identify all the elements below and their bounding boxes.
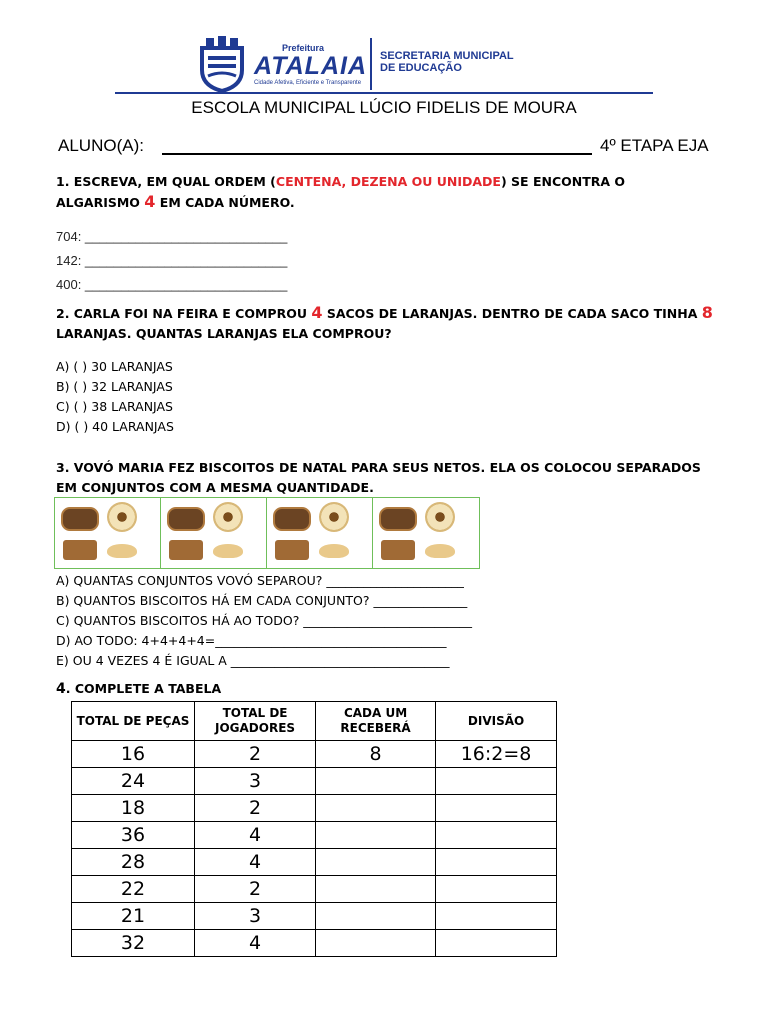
q1-item-400[interactable]: 400: ____________________________ (56, 277, 288, 292)
croissant-biscuit-icon (319, 544, 349, 558)
student-name-line[interactable] (162, 153, 592, 155)
cell-jogadores: 4 (195, 930, 316, 957)
q2-options (56, 357, 174, 437)
cell-pecas: 21 (72, 903, 195, 930)
chocolate-biscuit-icon (379, 507, 417, 531)
q3-questions (56, 571, 472, 671)
cell-pecas: 16 (72, 741, 195, 768)
q2-prefix: 2. CARLA FOI NA FEIRA E COMPROU (56, 306, 312, 321)
question-3 (56, 458, 726, 498)
header-rule (115, 92, 653, 94)
cell-jogadores: 4 (195, 822, 316, 849)
header-divisao: DIVISÃO (436, 702, 557, 741)
school-title: ESCOLA MUNICIPAL LÚCIO FIDELIS DE MOURA (191, 98, 577, 117)
biscuit-set (267, 498, 373, 568)
chocolate-biscuit-icon (61, 507, 99, 531)
atalaia-logo (196, 36, 556, 96)
cell-cada-um[interactable] (316, 876, 436, 903)
flower-biscuit-icon (425, 502, 455, 532)
q4-number: 4 (56, 681, 66, 697)
q1-item-704[interactable]: 704: ____________________________ (56, 229, 288, 244)
cell-pecas: 32 (72, 930, 195, 957)
question-1 (56, 172, 716, 213)
cell-cada-um[interactable]: 8 (316, 741, 436, 768)
q1-suffix: ) SE ENCONTRA O (500, 174, 626, 189)
q3-question-a[interactable]: A) QUANTAS CONJUNTOS VOVÓ SEPAROU? ______________________ (56, 573, 464, 588)
question-2-line2: LARANJAS. QUANTAS LARANJAS ELA COMPROU? (56, 326, 392, 341)
brand-name: ATALAIA (254, 52, 367, 80)
cell-pecas: 36 (72, 822, 195, 849)
brand-tagline: Cidade Afetiva, Eficiente e Transparente (254, 80, 362, 86)
croissant-biscuit-icon (107, 544, 137, 558)
q3-question-c[interactable]: C) QUANTOS BISCOITOS HÁ AO TODO? ___________________________ (56, 613, 473, 628)
cell-divisao[interactable] (436, 768, 557, 795)
cell-cada-um[interactable] (316, 795, 436, 822)
brand-small: Prefeitura (282, 43, 325, 53)
table-row (72, 822, 557, 849)
biscuit-sets-image (54, 497, 480, 569)
cell-cada-um[interactable] (316, 930, 436, 957)
cell-jogadores: 3 (195, 768, 316, 795)
cell-divisao[interactable] (436, 930, 557, 957)
q1-item-142[interactable]: 142: ____________________________ (56, 253, 288, 268)
table-row (72, 930, 557, 957)
biscuit-set (373, 498, 478, 568)
cell-divisao[interactable] (436, 849, 557, 876)
question-1-line2 (56, 192, 716, 213)
cell-jogadores: 2 (195, 795, 316, 822)
secretaria-line2: DE EDUCAÇÃO (380, 62, 462, 74)
city-crest-icon (196, 36, 248, 92)
header-cada-um: CADA UM RECEBERÁ (316, 702, 436, 741)
cell-cada-um[interactable] (316, 903, 436, 930)
secretaria-line1: SECRETARIA MUNICIPAL (380, 50, 514, 62)
q3-question-d[interactable]: D) AO TODO: 4+4+4+4=_____________________________________ (56, 633, 447, 648)
table-row (72, 876, 557, 903)
q1-highlight: CENTENA, DEZENA OU UNIDADE (275, 174, 501, 189)
logo-divider (370, 38, 372, 90)
cell-divisao[interactable] (436, 876, 557, 903)
header-total-jogadores: TOTAL DE JOGADORES (195, 702, 316, 741)
q3-question-b[interactable]: B) QUANTOS BISCOITOS HÁ EM CADA CONJUNTO? _______________ (56, 593, 468, 608)
header-total-pecas: TOTAL DE PEÇAS (72, 702, 195, 741)
division-table (71, 701, 557, 957)
question-1-line1 (56, 172, 716, 192)
q1-line2-prefix: ALGARISMO (56, 195, 145, 210)
q2-n2: 8 (701, 303, 713, 322)
flower-biscuit-icon (107, 502, 137, 532)
q1-prefix: 1. ESCREVA, EM QUAL ORDEM ( (56, 174, 276, 189)
cell-jogadores: 2 (195, 876, 316, 903)
cell-jogadores: 4 (195, 849, 316, 876)
q1-line2-suffix: EM CADA NÚMERO. (155, 195, 295, 210)
cell-pecas: 18 (72, 795, 195, 822)
table-header-row (72, 702, 557, 741)
biscuit-set (161, 498, 267, 568)
question-3-line2: EM CONJUNTOS COM A MESMA QUANTIDADE. (56, 480, 374, 495)
table-row (72, 795, 557, 822)
cell-jogadores: 3 (195, 903, 316, 930)
table-row (72, 741, 557, 768)
table-row (72, 849, 557, 876)
etapa-label: 4º ETAPA EJA (600, 136, 709, 155)
q1-number: 4 (144, 192, 156, 211)
cell-pecas: 24 (72, 768, 195, 795)
cell-pecas: 22 (72, 876, 195, 903)
cell-cada-um[interactable] (316, 822, 436, 849)
croissant-biscuit-icon (213, 544, 243, 558)
q2-option-d[interactable]: D) ( ) 40 LARANJAS (56, 419, 174, 434)
cell-divisao[interactable]: 16:2=8 (436, 741, 557, 768)
cracker-biscuit-icon (63, 540, 97, 560)
biscuit-set (55, 498, 161, 568)
table-row (72, 903, 557, 930)
cell-divisao[interactable] (436, 795, 557, 822)
flower-biscuit-icon (213, 502, 243, 532)
cracker-biscuit-icon (381, 540, 415, 560)
cell-divisao[interactable] (436, 903, 557, 930)
q2-middle: SACOS DE LARANJAS. DENTRO DE CADA SACO TINHA (322, 306, 702, 321)
q2-option-c[interactable]: C) ( ) 38 LARANJAS (56, 399, 173, 414)
q3-question-e[interactable]: E) OU 4 VEZES 4 É IGUAL A ___________________________________ (56, 653, 450, 668)
cracker-biscuit-icon (169, 540, 203, 560)
cell-pecas: 28 (72, 849, 195, 876)
question-2 (56, 303, 726, 344)
question-2-line1 (56, 303, 726, 324)
croissant-biscuit-icon (425, 544, 455, 558)
question-3-line1: 3. VOVÓ MARIA FEZ BISCOITOS DE NATAL PARA SEUS NETOS. ELA OS COLOCOU SEPARADOS (56, 460, 701, 475)
q2-option-a[interactable]: A) ( ) 30 LARANJAS (56, 359, 173, 374)
cell-cada-um[interactable] (316, 849, 436, 876)
chocolate-biscuit-icon (273, 507, 311, 531)
cell-cada-um[interactable] (316, 768, 436, 795)
table-row (72, 768, 557, 795)
cracker-biscuit-icon (275, 540, 309, 560)
chocolate-biscuit-icon (167, 507, 205, 531)
cell-jogadores: 2 (195, 741, 316, 768)
q2-option-b[interactable]: B) ( ) 32 LARANJAS (56, 379, 173, 394)
q4-title-text: . COMPLETE A TABELA (65, 681, 222, 696)
question-4-title (56, 679, 221, 699)
secretaria-label (380, 50, 514, 74)
flower-biscuit-icon (319, 502, 349, 532)
student-label: ALUNO(A): (58, 136, 144, 155)
q2-n1: 4 (311, 303, 323, 322)
cell-divisao[interactable] (436, 822, 557, 849)
